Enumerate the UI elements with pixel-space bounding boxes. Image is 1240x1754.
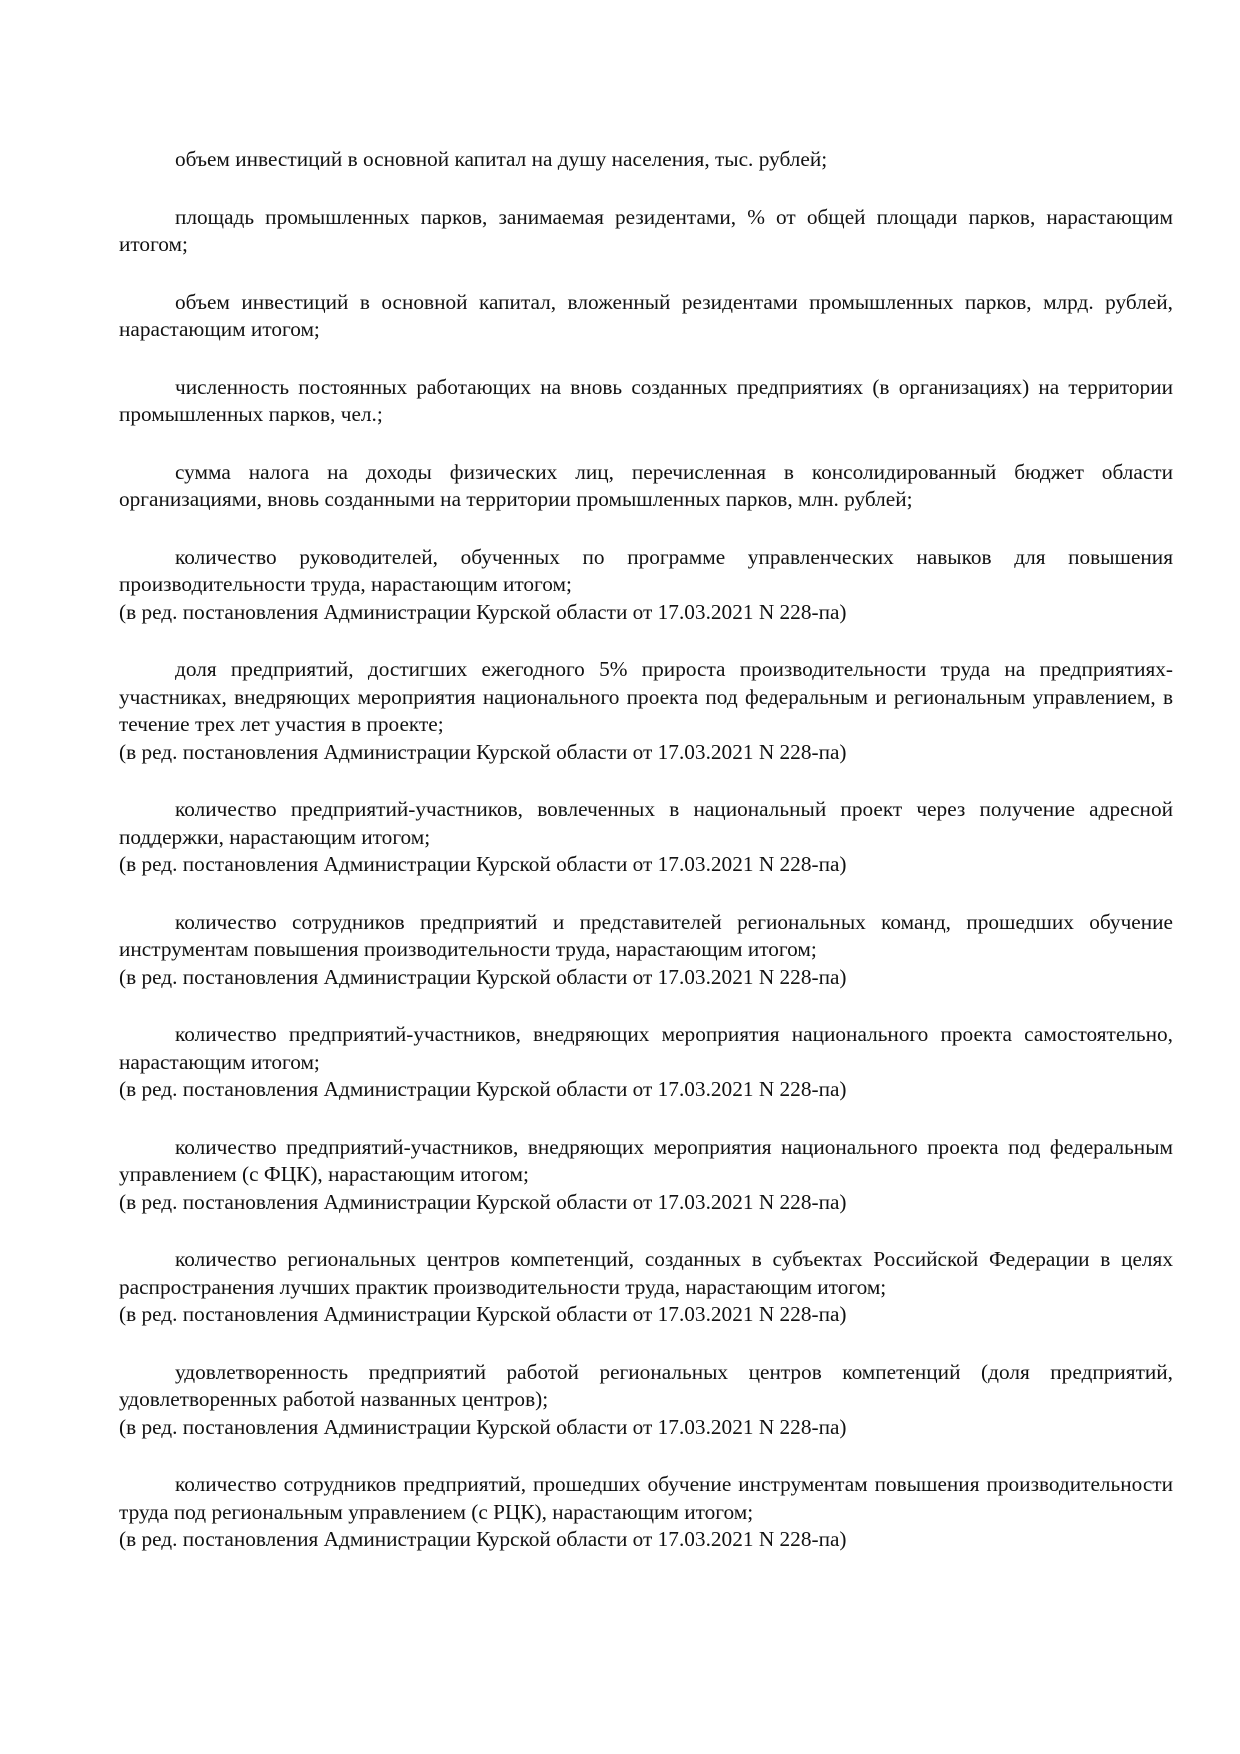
indicator-item-5: [119, 459, 1173, 514]
amendment-note: (в ред. постановления Администрации Курской области от 17.03.2021 N 228-па): [119, 1414, 847, 1439]
indicator-item-2: [119, 204, 1173, 259]
indicator-item-12: [119, 1246, 1173, 1329]
indicator-text: количество сотрудников предприятий, прошедших обучение инструментам повышения производительности труда под региональным управлением (с РЦК), нарастающим итогом;: [119, 1472, 1173, 1524]
indicator-text: численность постоянных работающих на вновь созданных предприятиях (в организациях) на территории промышленных парков, чел.;: [119, 374, 1173, 426]
indicator-item-9: [119, 909, 1173, 992]
amendment-note: (в ред. постановления Администрации Курской области от 17.03.2021 N 228-па): [119, 1302, 847, 1326]
amendment-note: (в ред. постановления Администрации Курской области от 17.03.2021 N 228-па): [119, 852, 847, 876]
amendment-note: (в ред. постановления Администрации Курской области от 17.03.2021 N 228-па): [119, 739, 847, 764]
indicator-text: удовлетворенность предприятий работой региональных центров компетенций (доля предприятий, удовлетворенных работой названных центров);: [119, 1359, 1173, 1411]
indicator-item-10: [119, 1021, 1173, 1104]
indicator-text: количество предприятий-участников, вовлеченных в национальный проект через получение адресной поддержки, нарастающим итогом;: [119, 797, 1173, 849]
indicator-text: объем инвестиций в основной капитал, вложенный резидентами промышленных парков, млрд. рублей, нарастающим итогом;: [119, 289, 1173, 341]
indicator-item-11: [119, 1134, 1173, 1217]
amendment-note: (в ред. постановления Администрации Курской области от 17.03.2021 N 228-па): [119, 1077, 847, 1101]
indicator-item-7: [119, 656, 1173, 766]
indicator-item-6: [119, 544, 1173, 627]
amendment-note: (в ред. постановления Администрации Курской области от 17.03.2021 N 228-па): [119, 599, 847, 624]
indicator-item-3: [119, 289, 1173, 344]
indicator-text: сумма налога на доходы физических лиц, перечисленная в консолидированный бюджет области организациями, вновь созданными на территории промышленных парков, млн. рублей;: [119, 459, 1173, 511]
indicator-text: доля предприятий, достигших ежегодного 5% прироста производительности труда на предприятиях-участниках, внедряющих мероприятия национального проекта под федеральным и региональным управлением, в течение трех лет участия в проекте;: [119, 657, 1173, 736]
document-page: [119, 146, 1173, 1584]
indicator-text: количество предприятий-участников, внедряющих мероприятия национального проекта под федеральным управлением (с ФЦК), нарастающим итогом;: [119, 1134, 1173, 1186]
indicator-text: количество предприятий-участников, внедряющих мероприятия национального проекта самостоятельно, нарастающим итогом;: [119, 1022, 1173, 1074]
indicator-item-13: [119, 1359, 1173, 1442]
indicator-item-8: [119, 796, 1173, 879]
indicator-item-1: [119, 146, 1173, 174]
amendment-note: (в ред. постановления Администрации Курской области от 17.03.2021 N 228-па): [119, 1189, 847, 1214]
indicator-item-4: [119, 374, 1173, 429]
indicator-text: количество региональных центров компетенций, созданных в субъектах Российской Федерации в целях распространения лучших практик производительности труда, нарастающим итогом;: [119, 1247, 1173, 1299]
indicator-text: количество сотрудников предприятий и представителей региональных команд, прошедших обучение инструментам повышения производительности труда, нарастающим итогом;: [119, 909, 1173, 961]
amendment-note: (в ред. постановления Администрации Курской области от 17.03.2021 N 228-па): [119, 1527, 847, 1551]
indicator-text: объем инвестиций в основной капитал на душу населения, тыс. рублей;: [175, 147, 828, 171]
amendment-note: (в ред. постановления Администрации Курской области от 17.03.2021 N 228-па): [119, 964, 847, 989]
indicator-item-14: [119, 1471, 1173, 1554]
indicator-text: количество руководителей, обученных по программе управленческих навыков для повышения производительности труда, нарастающим итогом;: [119, 544, 1173, 596]
indicator-text: площадь промышленных парков, занимаемая резидентами, % от общей площади парков, нарастающим итогом;: [119, 204, 1173, 256]
